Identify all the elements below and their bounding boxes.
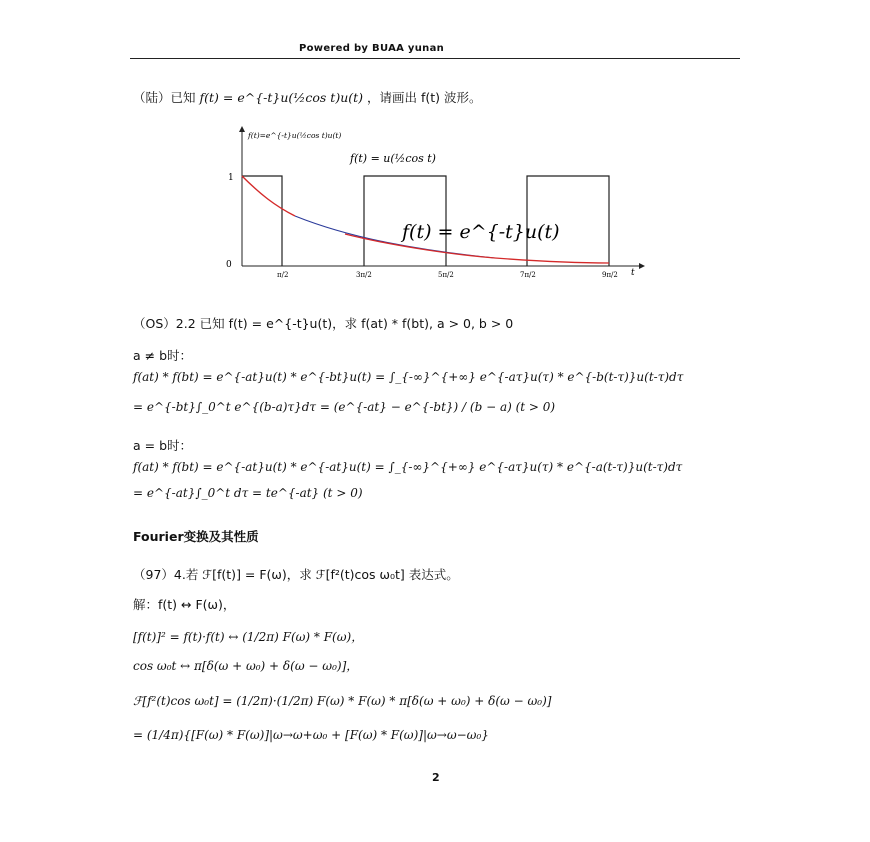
problem-97: （97）4.若 ℱ[f(t)] = F(ω)，求 ℱ[f²(t)cos ω₀t] 表达式。	[133, 567, 459, 582]
solution-line-3: cos ω₀t ↔ π[δ(ω + ω₀) + δ(ω − ω₀)]，	[133, 659, 359, 673]
solution-line-1: 解：f(t) ↔ F(ω)，	[133, 597, 236, 612]
page-number: 2	[432, 771, 440, 784]
case1-eq2: = e^{-bt}∫_0^t e^{(b-a)τ}dτ = (e^{-at} − e^{-bt}) / (b − a) (t > 0)	[133, 400, 556, 414]
solution-line-2: [f(t)]² = f(t)·f(t) ↔ (1/2π) F(ω) * F(ω)，	[133, 630, 364, 644]
ytick-one: 1	[228, 173, 234, 183]
case2-eq1: f(at) * f(bt) = e^{-at}u(t) * e^{-at}u(t) = ∫_{-∞}^{+∞} e^{-aτ}u(τ) * e^{-a(t-τ)}u(t-τ)dτ	[133, 460, 683, 474]
square-pulse-1	[242, 176, 282, 266]
header-rule	[130, 58, 740, 59]
label-exp: f(t) = e^{-t}u(t)	[402, 221, 560, 243]
label-top: f(t)=e^{-t}u(½cos t)u(t)	[248, 131, 342, 140]
ytick-zero: 0	[226, 260, 232, 270]
case2-title: a = b时：	[133, 438, 193, 453]
case1-title: a ≠ b时：	[133, 348, 193, 363]
x-axis-label: t	[631, 268, 635, 278]
section-title: Fourier变换及其性质	[133, 529, 259, 544]
case1-eq1: f(at) * f(bt) = e^{-at}u(t) * e^{-bt}u(t) = ∫_{-∞}^{+∞} e^{-aτ}u(τ) * e^{-b(t-τ)}u(t-τ)dτ	[133, 370, 684, 384]
xtick-4: 7π/2	[520, 271, 536, 279]
problem-6-formula: f(t) = e^{-t}u(½cos t)u(t)	[199, 90, 364, 105]
case2-eq2: = e^{-at}∫_0^t dτ = te^{-at} (t > 0)	[133, 486, 363, 500]
x-axis-arrow	[639, 263, 645, 269]
xtick-5: 9π/2	[602, 271, 618, 279]
problem-os: （OS）2.2 已知 f(t) = e^{-t}u(t)，求 f(at) * f(bt), a > 0, b > 0	[133, 316, 514, 331]
exp-curve-red-start	[242, 176, 295, 216]
y-axis-arrow	[239, 126, 245, 132]
page-header: Powered by BUAA yunan	[299, 43, 445, 54]
problem-6-suffix: ，请画出 f(t) 波形。	[367, 90, 482, 105]
problem-6	[133, 88, 482, 106]
label-square: f(t) = u(½cos t)	[350, 152, 436, 165]
solution-line-4: ℱ[f²(t)cos ω₀t] = (1/2π)·(1/2π) F(ω) * F(ω) * π[δ(ω + ω₀) + δ(ω − ω₀)]	[133, 694, 552, 708]
xtick-1: π/2	[277, 271, 289, 279]
xtick-3: 5π/2	[438, 271, 454, 279]
solution-line-5: = (1/4π){[F(ω) * F(ω)]|ω→ω+ω₀ + [F(ω) * F(ω)]|ω→ω−ω₀}	[133, 728, 489, 742]
waveform-figure	[215, 124, 655, 289]
problem-6-prefix: （陆）已知	[133, 90, 196, 105]
xtick-2: 3π/2	[356, 271, 372, 279]
